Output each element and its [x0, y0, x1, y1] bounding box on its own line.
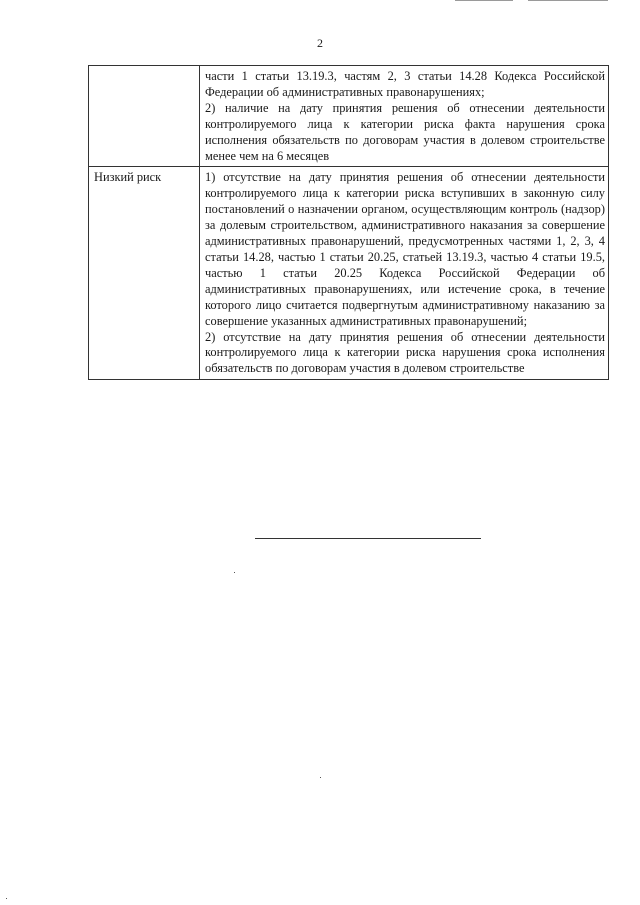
document-end-line — [255, 538, 481, 539]
page-number: 2 — [317, 36, 323, 50]
criteria-cell — [200, 66, 609, 167]
criteria-paragraph: 2) наличие на дату принятия решения об отнесении деятельности контролируемого лица к категории риска факта нарушения срока исполнения обязательств по договорам участия в долевом строительстве менее чем на 6 месяцев — [205, 100, 605, 163]
risk-level-cell: Низкий риск — [89, 167, 200, 380]
scan-speck — [320, 777, 321, 778]
criteria-cell — [200, 167, 609, 380]
risk-category-table — [88, 65, 609, 380]
risk-level-cell — [89, 66, 200, 167]
scan-speck — [234, 572, 235, 573]
scan-edge-mark — [528, 0, 608, 1]
scan-speck — [6, 898, 7, 899]
criteria-paragraph: части 1 статьи 13.19.3, частям 2, 3 статьи 14.28 Кодекса Российской Федерации об административных правонарушениях; — [205, 69, 605, 99]
criteria-paragraph: 2) отсутствие на дату принятия решения об отнесении деятельности контролируемого лица к категории риска нарушения срока исполнения обязательств по договорам участия в долевом строительстве — [205, 329, 605, 376]
table-row — [89, 167, 609, 380]
criteria-paragraph: 1) отсутствие на дату принятия решения об отнесении деятельности контролируемого лица к категории риска вступивших в законную силу постановлений о назначении органом, осуществляющим контроль (надзор) за долевым строительством, административного наказания за совершение административных правонарушений, предусмотренных частями 1, 2, 3, 4 статьи 14.28, частью 1 статьи 20.25, статьей 13.19.3, частью 4 статьи 19.5, частью 1 статьи 20.25 Кодекса Российской Федерации об административных правонарушениях, или истечение срока, в течение которого лицо считается подвергнутым административному наказанию за совершение указанных административных правонарушений; — [205, 170, 605, 328]
scan-edge-mark — [455, 0, 513, 1]
table-row — [89, 66, 609, 167]
